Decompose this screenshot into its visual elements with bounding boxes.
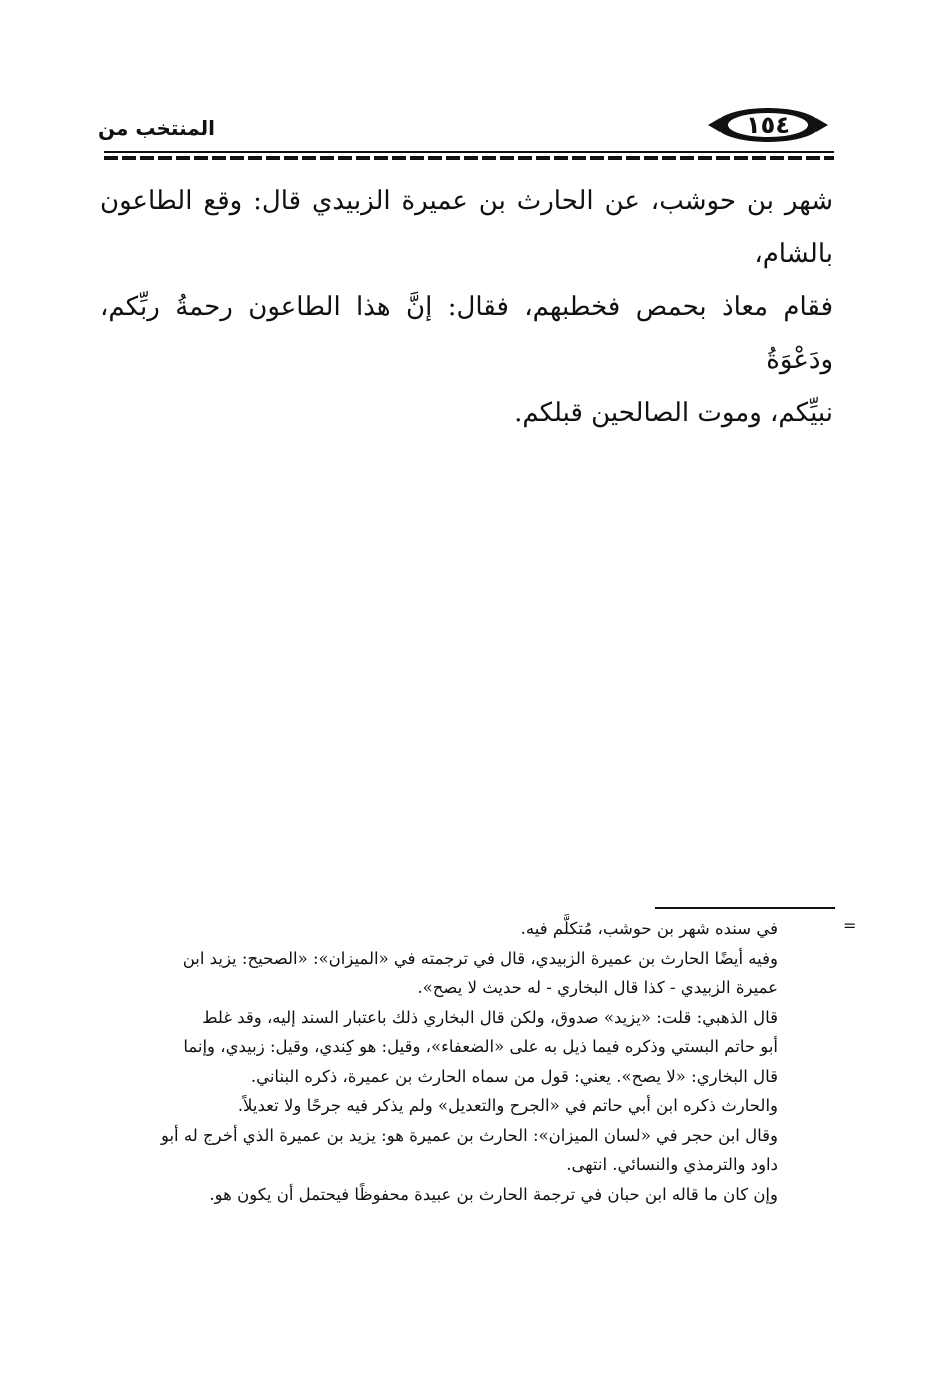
running-title: المنتخب من	[98, 116, 216, 140]
page-number-badge	[706, 106, 830, 144]
main-text-line: شهر بن حوشب، عن الحارث بن عميرة الزبيدي قال: وقع الطاعون بالشام،	[100, 186, 833, 269]
main-text-line: فقام معاذ بحمص فخطبهم، فقال: إنَّ هذا الطاعون رحمةُ ربِّكم، ودَعْوَةُ	[100, 292, 833, 375]
footnote-line: أبو حاتم البستي وذكره فيما ذيل به على «الضعفاء»، وقيل: هو كِندي، وقيل: زبيدي، وإنما	[183, 1037, 778, 1056]
main-text-line: نبيِّكم، وموت الصالحين قبلكم.	[514, 398, 833, 428]
header-divider	[104, 150, 834, 162]
footnote-line: عميرة الزبيدي - كذا قال البخاري - له حديث لا يصح».	[417, 978, 778, 997]
footnote-line: قال البخاري: «لا يصح». يعني: قول من سماه الحارث بن عميرة، ذكره البناني.	[250, 1066, 778, 1086]
footnotes	[100, 914, 778, 1209]
footnote-line: وقال ابن حجر في «لسان الميزان»: الحارث بن عميرة هو: يزيد بن عميرة الذي أخرج له أبو	[160, 1125, 778, 1145]
footnote-line: قال الذهبي: قلت: «يزيد» صدوق، ولكن قال البخاري ذلك باعتبار السند إليه، وقد غلط	[202, 1007, 778, 1027]
footnote-line: في سنده شهر بن حوشب، مُتكلَّم فيه.	[520, 919, 778, 938]
footnote-line: وفيه أيضًا الحارث بن عميرة الزبيدي، قال في ترجمته في «الميزان»: «الصحيح: يزيد ابن	[182, 948, 778, 968]
footnote-line: وإن كان ما قاله ابن حبان في ترجمة الحارث بن عبيدة محفوظًا فيحتمل أن يكون هو.	[209, 1184, 778, 1204]
page-number: ١٥٤	[746, 111, 790, 139]
main-text	[100, 175, 833, 440]
footnote-separator	[655, 907, 835, 909]
footnote-marker: =	[843, 916, 857, 935]
page-header	[98, 100, 836, 150]
footnote-line: داود والترمذي والنسائي. انتهى.	[566, 1155, 778, 1174]
footnote-line: والحارث ذكره ابن أبي حاتم في «الجرح والتعديل» ولم يذكر فيه جرحًا ولا تعديلاً.	[237, 1096, 778, 1115]
